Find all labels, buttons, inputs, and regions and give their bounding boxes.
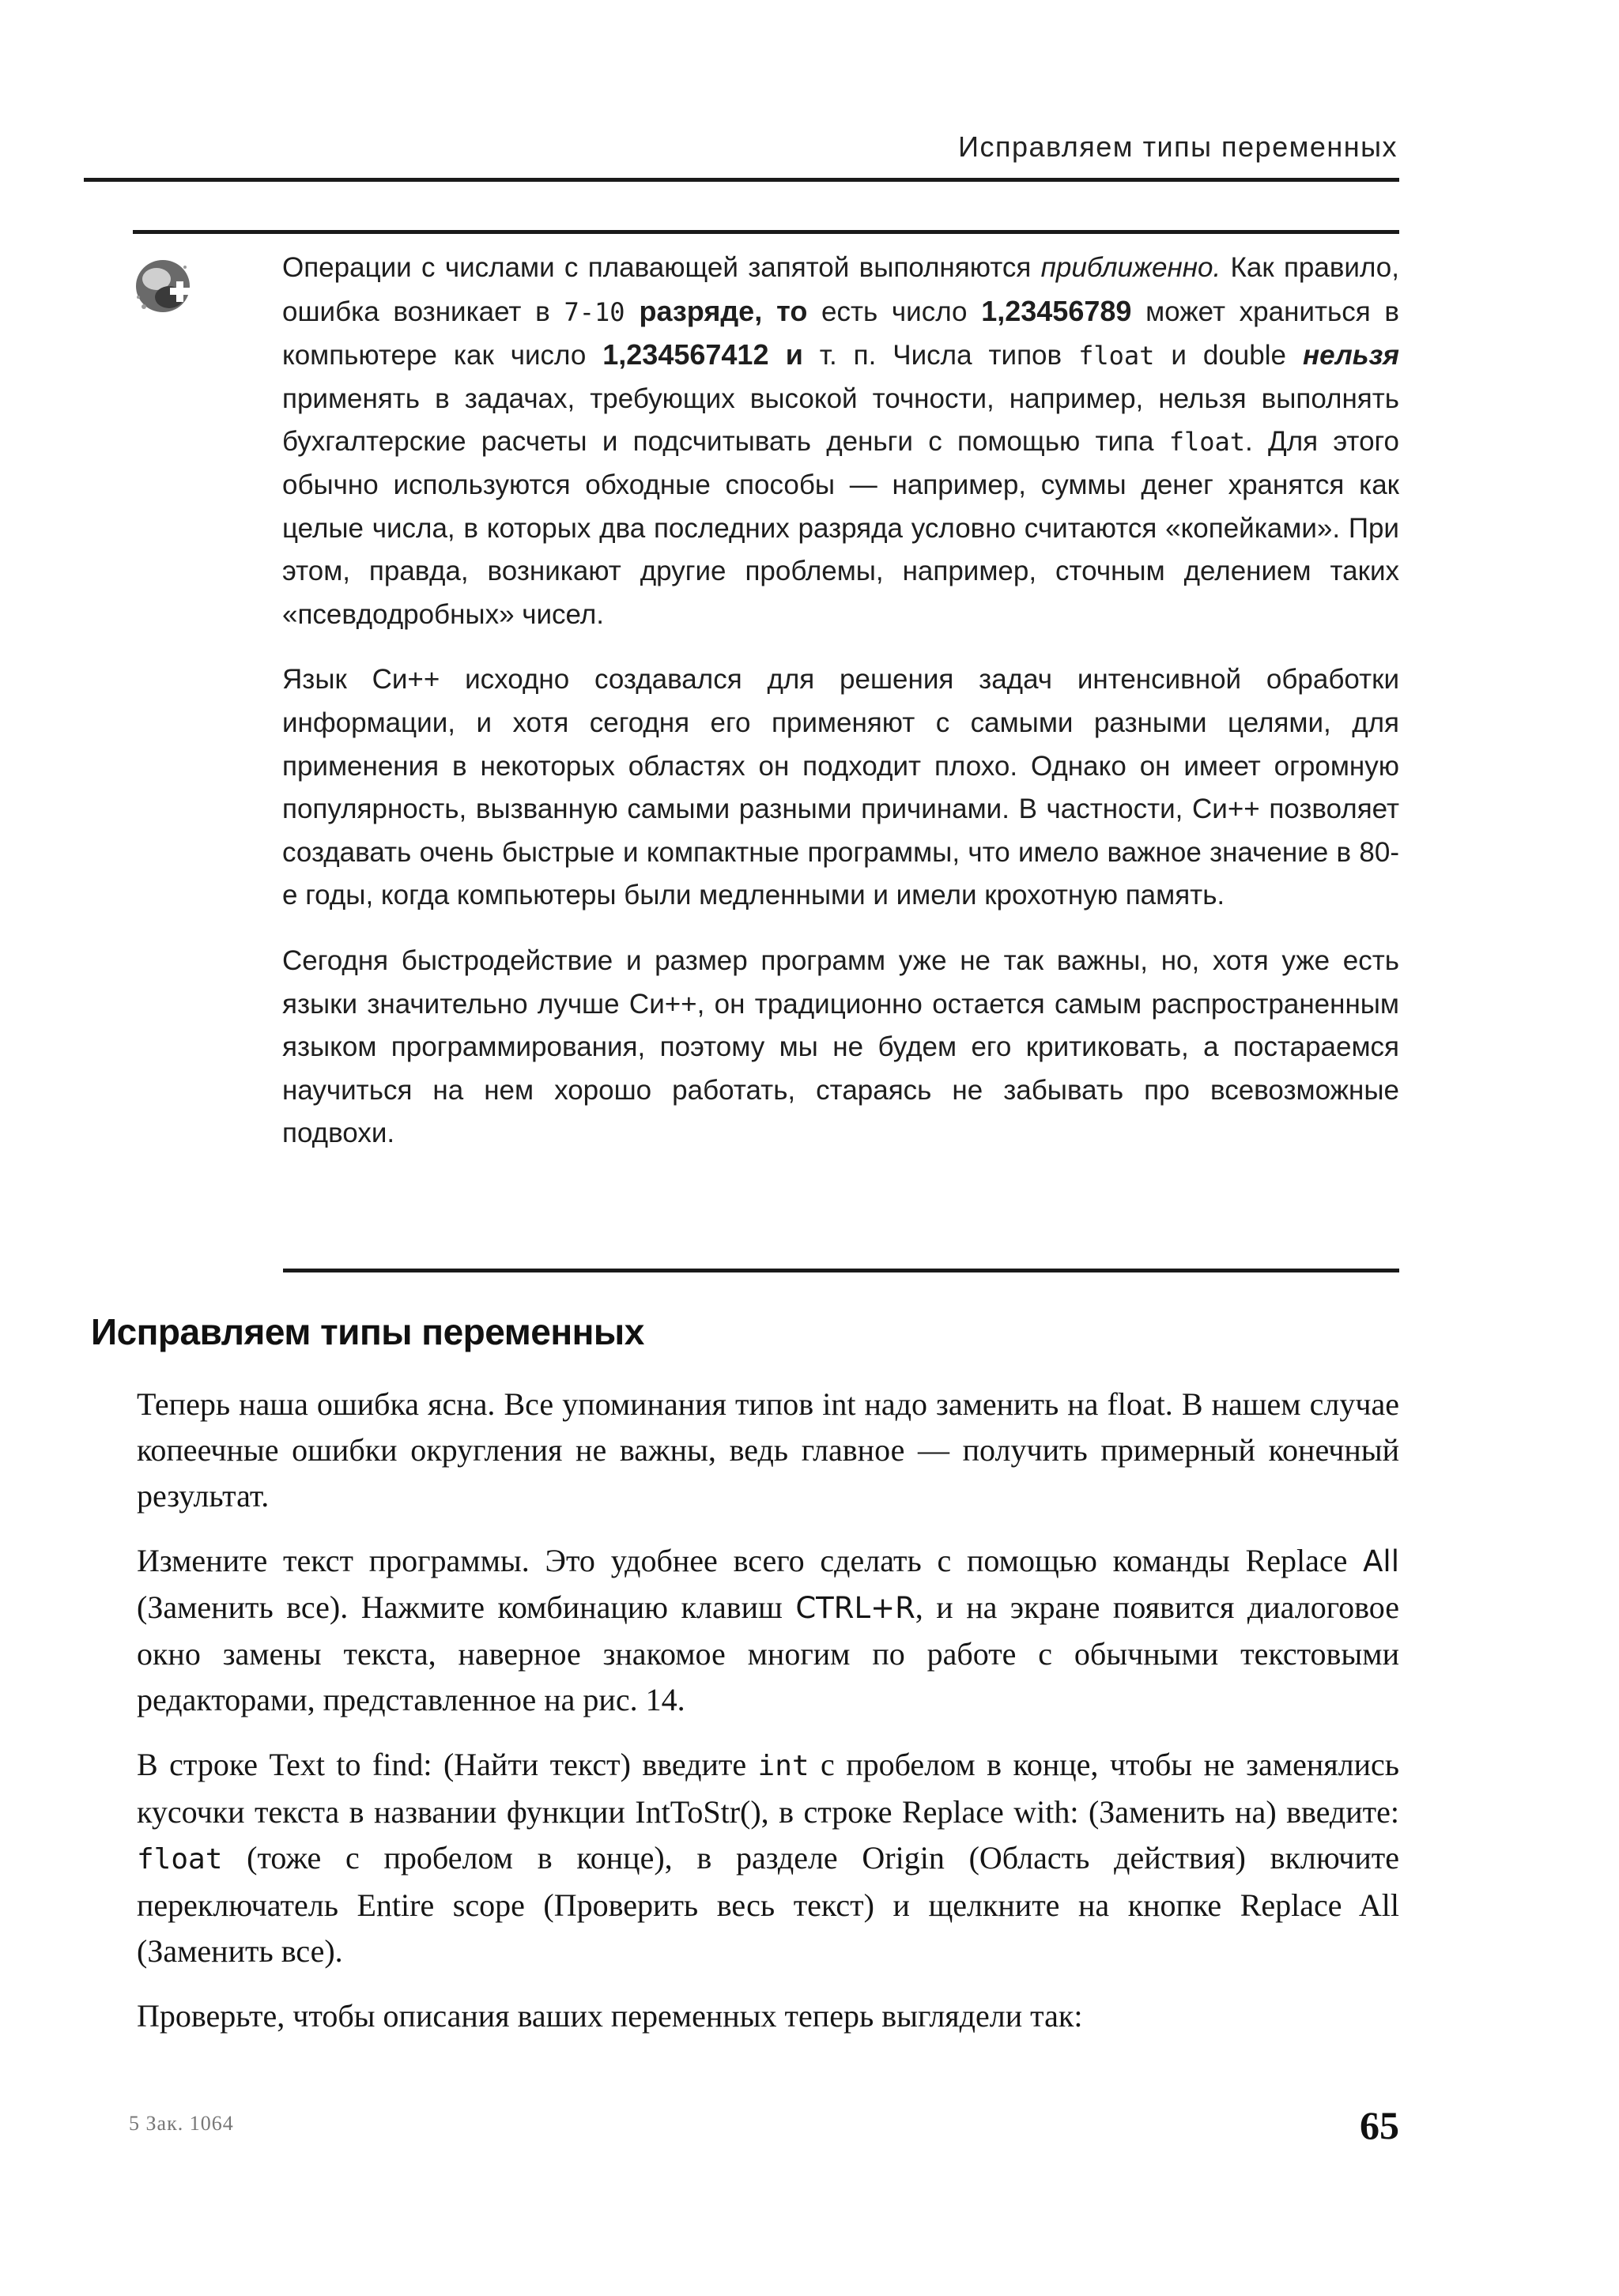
note-body (282, 247, 1399, 1178)
header-rule (84, 178, 1399, 182)
note-bottom-rule (283, 1269, 1399, 1272)
body-paragraph-3: В строке Text to find: (Найти текст) введите int с пробелом в конце, чтобы не заменялись кусочки текста в названии функции IntToStr(), в строке Replace with: (Заменить на) введите: float (тоже с пробелом в конце), в разделе Origin (Область действия) включите переключатель Entire scope (Проверить весь текст) и щелкните на кнопке Replace All (Заменить все). (137, 1747, 1399, 1969)
body-paragraph-4: Проверьте, чтобы описания ваших переменных теперь выглядели так: (137, 1998, 1083, 2034)
note-paragraph-2: Язык Си++ исходно создавался для решения задач интенсивной обработки информации, и хотя сегодня его применяют с самыми разными целями, для применения в некоторых областях он подходит плохо. Однако он имеет огромную популярность, вызванную самыми разными причинами. В частности, Си++ позволяет создавать очень быстрые и компактные программы, что имело важное значение в 80-е годы, когда компьютеры были медленными и имели крохотную память. (282, 664, 1399, 911)
note-paragraph-1: Операции с числами с плавающей запятой выполняются приближенно. Как правило, ошибка возникает в 7-10 разряде, то есть число 1,23456789 может храниться в компьютере как число 1,234567412 и т. п. Числа типов float и double нельзя применять в задачах, требующих высокой точности, например, нельзя выполнять бухгалтерские расчеты и подсчитывать деньги с помощью типа float. Для этого обычно используются обходные способы — например, суммы денег хранятся как целые числа, в которых два последних разряда условно считаются «копейками». При этом, правда, возникают другие проблемы, например, сточным делением таких «псевдодробных» чисел. (282, 252, 1400, 630)
body-paragraph-1: Теперь наша ошибка ясна. Все упоминания типов int надо заменить на float. В нашем случае копеечные ошибки округления не важны, ведь главное — получить примерный конечный результат. (137, 1386, 1399, 1514)
section-heading: Исправляем типы переменных (91, 1311, 644, 1352)
note-top-rule (133, 230, 1399, 234)
running-header: Исправляем типы переменных (958, 130, 1398, 163)
note-paragraph-3: Сегодня быстродействие и размер программ уже не так важны, но, хотя уже есть языки значительно лучше Си++, он традиционно остается самым распространенным языком программирования, поэтому мы не будем его критиковать, а постараемся научиться на нем хорошо работать, стараясь не забывать про всевозможные подвохи. (282, 944, 1399, 1149)
main-body (137, 1382, 1399, 2058)
page-number: 65 (1360, 2103, 1399, 2147)
body-paragraph-2: Измените текст программы. Это удобнее всего сделать с помощью команды Replace All (Заменить все). Нажмите комбинацию клавиш CTRL+R, и на экране появится диалоговое окно замены текста, наверное знакомое многим по работе с обычными текстовыми редакторами, представленное на рис. 14. (137, 1543, 1399, 1717)
warning-icon (126, 251, 206, 319)
footer-print-mark: 5 Зак. 1064 (129, 2112, 234, 2135)
